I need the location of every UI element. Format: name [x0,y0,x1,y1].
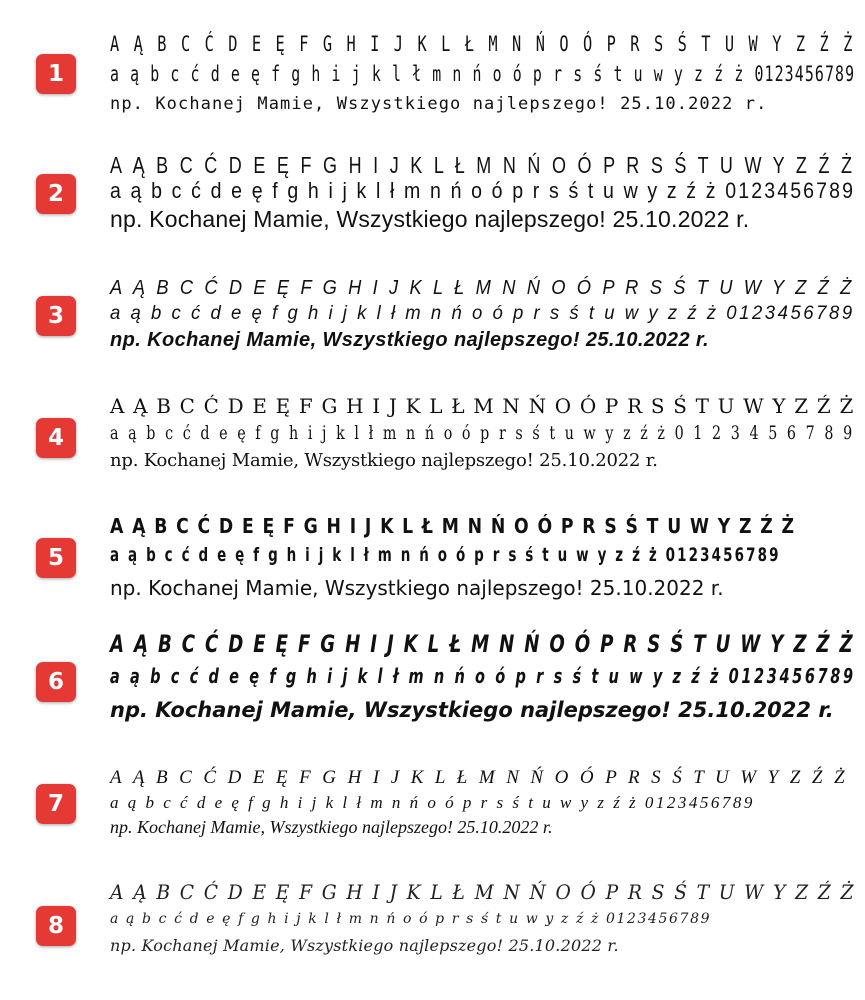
sample-number-badge: 6 [36,662,76,702]
uppercase-alphabet: A Ą B C Ć D E Ę F G H I J K L Ł M N Ń O Ó P R S Ś T U W Y Z Ź Ż [110,277,855,299]
sample-number-badge: 4 [36,418,76,458]
uppercase-alphabet: A Ą B C Ć D E Ę F G H I J K L Ł M N Ń O Ó P R S Ś T U W Y Z Ź Ż [110,32,855,56]
lowercase-alphabet-digits: a ą b c ć d e ę f g h i j k l ł m n ń o ó p r s ś t u w y z ź ż 0123456789 [110,793,755,812]
uppercase-alphabet: A Ą B C Ć D E Ę F G H I J K L Ł M N Ń O Ó P R S Ś T U W Y Z Ź Ż [110,630,855,658]
sample-dedication-text: np. Kochanej Mamie, Wszystkiego najlepszego! 25.10.2022 r. [110,698,834,722]
sample-dedication-text: np. Kochanej Mamie, Wszystkiego najlepszego! 25.10.2022 r. [110,329,709,351]
lowercase-alphabet-digits: a ą b c ć d e ę f g h i j k l ł m n ń o ó p r s ś t u w y z ź ż 0 1 2 3 4 5 6 7 8 9 [110,422,855,444]
sample-number-badge: 8 [36,906,76,946]
uppercase-alphabet: A Ą B C Ć D E Ę F G H I J K L Ł M N Ń O Ó P R S Ś T U W Y Z Ź Ż [110,767,848,788]
lowercase-alphabet-digits: a ą b c ć d e ę f g h i j k l ł m n ń o ó p r s ś t u w y z ź ż 0123456789 [110,911,712,927]
sample-dedication-text: np. Kochanej Mamie, Wszystkiego najlepszego! 25.10.2022 r. [110,817,553,837]
sample-number-badge: 7 [36,784,76,824]
sample-number-badge: 3 [36,296,76,336]
sample-dedication-text: np. Kochanej Mamie, Wszystkiego najlepszego! 25.10.2022 r. [110,94,768,114]
sample-number-badge: 2 [36,174,76,214]
uppercase-alphabet: A Ą B C Ć D E Ę F G H I J K L Ł M N Ń O Ó P R S Ś T U W Y Z Ź Ż [110,880,856,904]
uppercase-alphabet: A Ą B C Ć D E Ę F G H I J K L Ł M N Ń O Ó P R S Ś T U W Y Z Ź Ż [110,394,855,418]
sample-dedication-text: np. Kochanej Mamie, Wszystkiego najlepszego! 25.10.2022 r. [110,206,750,232]
sample-number-badge: 5 [36,538,76,578]
lowercase-alphabet-digits: a ą b c ć d e ę f g h i j k l ł m n ń o ó p r s ś t u w y z ź ż 0123456789 [110,664,856,688]
sample-number-badge: 1 [36,54,76,94]
lowercase-alphabet-digits: a ą b c ć d e ę f g h i j k l ł m n ń o ó p r s ś t u w y z ź ż 0123456789 [110,303,855,324]
uppercase-alphabet: A Ą B C Ć D E Ę F G H I J K L Ł M N Ń O Ó P R S Ś T U W Y Z Ź Ż [110,152,856,178]
uppercase-alphabet: A Ą B C Ć D E Ę F G H I J K L Ł M N Ń O Ó P R S Ś T U W Y Z Ź Ż [110,514,796,538]
lowercase-alphabet-digits: a ą b c ć d e ę f g h i j k l ł m n ń o ó p r s ś t u w y z ź ż 0123456789 [110,178,856,203]
lowercase-alphabet-digits: a ą b c ć d e ę f g h i j k l ł m n ń o ó p r s ś t u w y z ź ż 0123456789 [110,62,856,86]
sample-dedication-text: np. Kochanej Mamie, Wszystkiego najlepszego! 25.10.2022 r. [110,936,619,955]
lowercase-alphabet-digits: a ą b c ć d e ę f g h i j k l ł m n ń o ó p r s ś t u w y z ź ż 0123456789 [110,544,781,566]
sample-dedication-text: np. Kochanej Mamie, Wszystkiego najlepszego! 25.10.2022 r. [110,576,724,600]
sample-dedication-text: np. Kochanej Mamie, Wszystkiego najlepszego! 25.10.2022 r. [110,450,658,471]
